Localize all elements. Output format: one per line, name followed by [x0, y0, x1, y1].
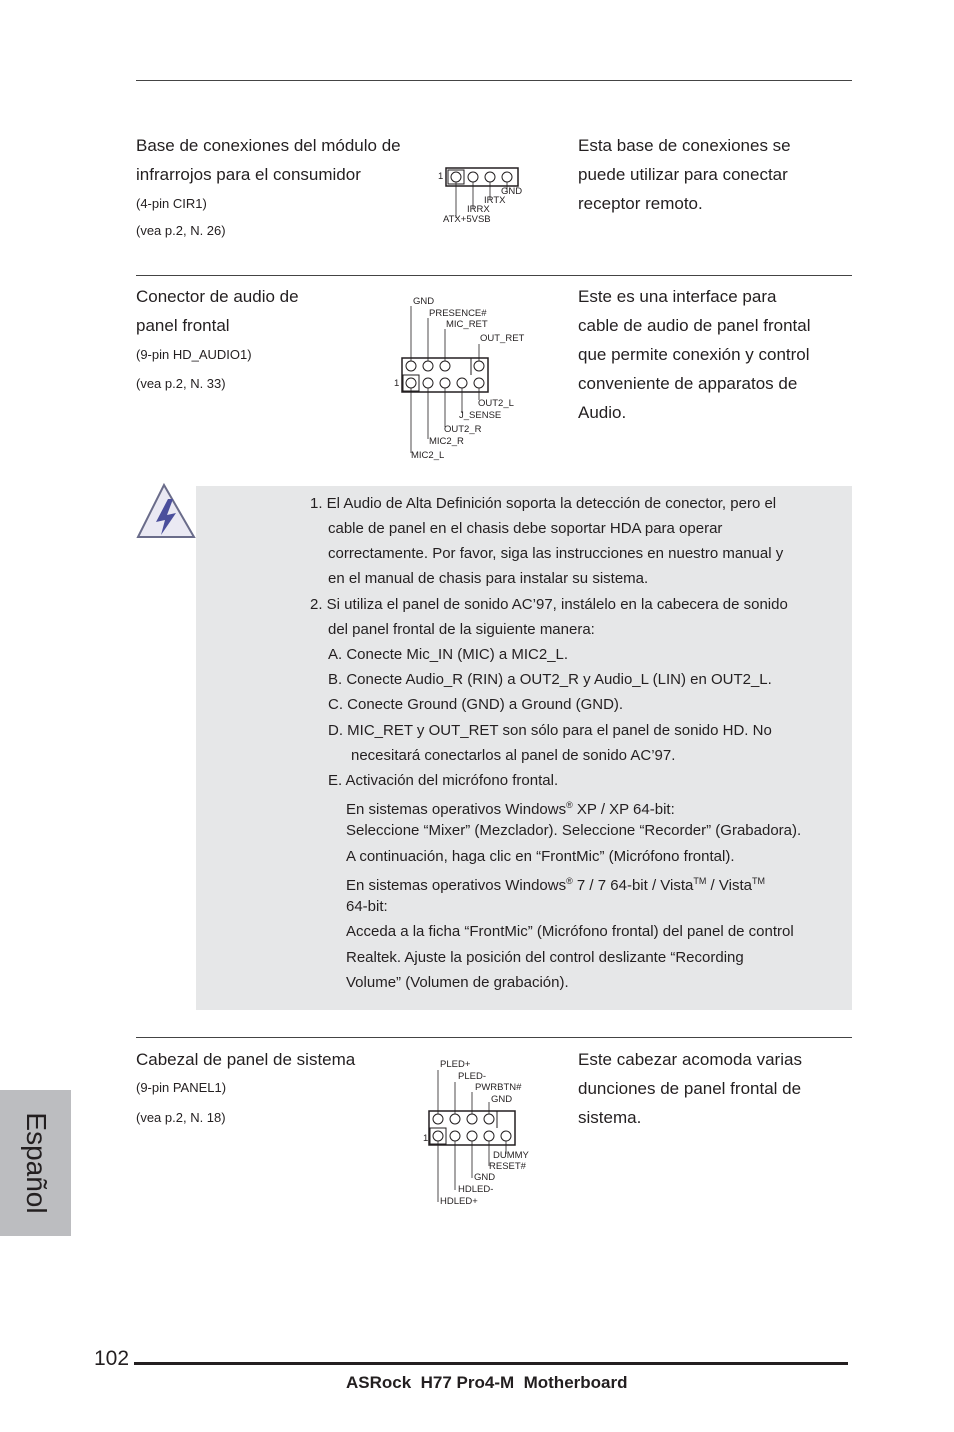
audio-label-j-sense: J_SENSE — [459, 410, 502, 421]
note-line-13-text: En sistemas operativos Windows — [346, 801, 567, 818]
footer-rule — [134, 1362, 848, 1365]
panel-label-pled-plus: PLED+ — [440, 1059, 471, 1070]
registered-mark: ® — [566, 800, 573, 810]
audio-label-presence: PRESENCE# — [429, 308, 487, 319]
audio-desc-4: conveniente de apparatos de — [578, 374, 798, 393]
audio-label-mic2-r: MIC2_R — [429, 436, 464, 447]
note-line-4: en el manual de chasis para instalar su sistema. — [328, 570, 649, 587]
audio-label-gnd: GND — [413, 296, 435, 307]
top-rule — [136, 80, 852, 81]
cir-title-line1: Base de conexiones del módulo de — [136, 136, 401, 155]
rule-3 — [136, 1037, 852, 1038]
cir-label-gnd: GND — [501, 186, 523, 197]
audio-pin1-marker: 1 — [394, 378, 400, 389]
audio-label-out-ret: OUT_RET — [480, 333, 525, 344]
warning-icon — [136, 482, 198, 540]
audio-desc-3: que permite conexión y control — [578, 345, 810, 364]
trademark-mark: TM — [751, 876, 765, 886]
audio-desc-5: Audio. — [578, 403, 627, 422]
panel-label-gnd-top: GND — [491, 1094, 513, 1105]
cir-title-line2: infrarrojos para el consumidor — [136, 165, 361, 184]
note-line-5: 2. Si utiliza el panel de sonido AC’97, instálelo en la cabecera de sonido — [310, 596, 788, 613]
cir-desc-1: Esta base de conexiones se — [578, 136, 791, 155]
language-label: Español — [20, 1112, 52, 1214]
panel-label-dummy: DUMMY — [493, 1150, 529, 1161]
note-line-6: del panel frontal de la siguiente manera: — [328, 621, 595, 638]
cir-label-irrx: IRRX — [467, 204, 490, 215]
audio-desc-2: cable de audio de panel frontal — [578, 316, 811, 335]
note-line-16-text: En sistemas operativos Windows — [346, 877, 567, 894]
cir-desc-2: puede utilizar para conectar — [578, 165, 788, 184]
panel-title: Cabezal de panel de sistema — [136, 1050, 356, 1069]
audio-title-line2: panel frontal — [136, 316, 230, 335]
audio-label-mic-ret: MIC_RET — [446, 319, 488, 330]
note-line-15: A continuación, haga clic en “FrontMic” (Micrófono frontal). — [346, 848, 735, 865]
panel-desc-2: dunciones de panel frontal de — [578, 1079, 802, 1098]
audio-pin-count: (9-pin HD_AUDIO1) — [136, 347, 252, 362]
panel-pin-count: (9-pin PANEL1) — [136, 1080, 227, 1095]
panel-label-hdled-plus: HDLED+ — [440, 1196, 478, 1207]
note-line-18: Acceda a la ficha “FrontMic” (Micrófono frontal) del panel de control — [346, 923, 794, 940]
panel-desc-1: Este cabezar acomoda varias — [578, 1050, 802, 1069]
audio-desc-1: Este es una interface para — [578, 287, 777, 306]
note-line-1: 1. El Audio de Alta Definición soporta la detección de conector, pero el — [310, 495, 777, 512]
cir-label-irtx: IRTX — [484, 195, 506, 206]
audio-title-line1: Conector de audio de — [136, 287, 299, 306]
note-line-16-tail: / Vista — [710, 877, 752, 894]
panel-label-pwrbtn: PWRBTN# — [475, 1082, 522, 1093]
rule-2 — [136, 275, 852, 276]
page-number: 102 — [94, 1347, 130, 1370]
cir-label-atx5vsb: ATX+5VSB — [443, 214, 491, 225]
note-line-9: C. Conecte Ground (GND) a Ground (GND). — [328, 696, 624, 713]
note-line-14: Seleccione “Mixer” (Mezclador). Seleccione “Recorder” (Grabadora). — [346, 822, 802, 839]
note-line-13-tail: XP / XP 64-bit: — [576, 801, 675, 818]
language-side-tab — [0, 1090, 71, 1236]
note-line-20: Volume” (Volumen de grabación). — [346, 974, 569, 991]
audio-label-out2-r: OUT2_R — [444, 424, 482, 435]
panel-label-pled-minus: PLED- — [458, 1071, 486, 1082]
audio-label-mic2-l: MIC2_L — [411, 450, 445, 461]
note-line-8: B. Conecte Audio_R (RIN) a OUT2_R y Audio_L (LIN) en OUT2_L. — [328, 671, 772, 688]
note-line-19: Realtek. Ajuste la posición del control deslizante “Recording — [346, 949, 744, 966]
cir-desc-3: receptor remoto. — [578, 194, 703, 213]
note-line-12: E. Activación del micrófono frontal. — [328, 772, 559, 789]
audio-label-out2-l: OUT2_L — [478, 398, 514, 409]
cir-page-ref: (vea p.2, N. 26) — [136, 223, 226, 238]
cir-pin1-marker: 1 — [438, 171, 444, 182]
footer-product: ASRock H77 Pro4-M Motherboard — [346, 1373, 628, 1392]
panel-label-gnd-bottom: GND — [474, 1172, 496, 1183]
note-line-16 — [346, 869, 765, 898]
note-line-3: correctamente. Por favor, siga las instrucciones en nuestro manual y — [328, 545, 784, 562]
note-line-10: D. MIC_RET y OUT_RET son sólo para el panel de sonido HD. No — [328, 722, 772, 739]
panel-label-reset: RESET# — [489, 1161, 526, 1172]
note-line-17: 64-bit: — [346, 898, 388, 915]
note-line-11: necesitará conectarlos al panel de sonido AC’97. — [351, 747, 676, 764]
note-line-7: A. Conecte Mic_IN (MIC) a MIC2_L. — [328, 646, 569, 663]
panel-label-hdled-minus: HDLED- — [458, 1184, 494, 1195]
audio-page-ref: (vea p.2, N. 33) — [136, 376, 226, 391]
trademark-mark: TM — [693, 876, 707, 886]
panel-page-ref: (vea p.2, N. 18) — [136, 1110, 226, 1125]
note-line-16-mid: 7 / 7 64-bit / Vista — [576, 877, 694, 894]
panel-pin1-marker: 1 — [423, 1133, 429, 1144]
note-line-2: cable de panel en el chasis debe soportar HDA para operar — [328, 520, 723, 537]
cir-pin-count: (4-pin CIR1) — [136, 196, 207, 211]
panel-desc-3: sistema. — [578, 1108, 642, 1127]
registered-mark: ® — [566, 876, 573, 886]
